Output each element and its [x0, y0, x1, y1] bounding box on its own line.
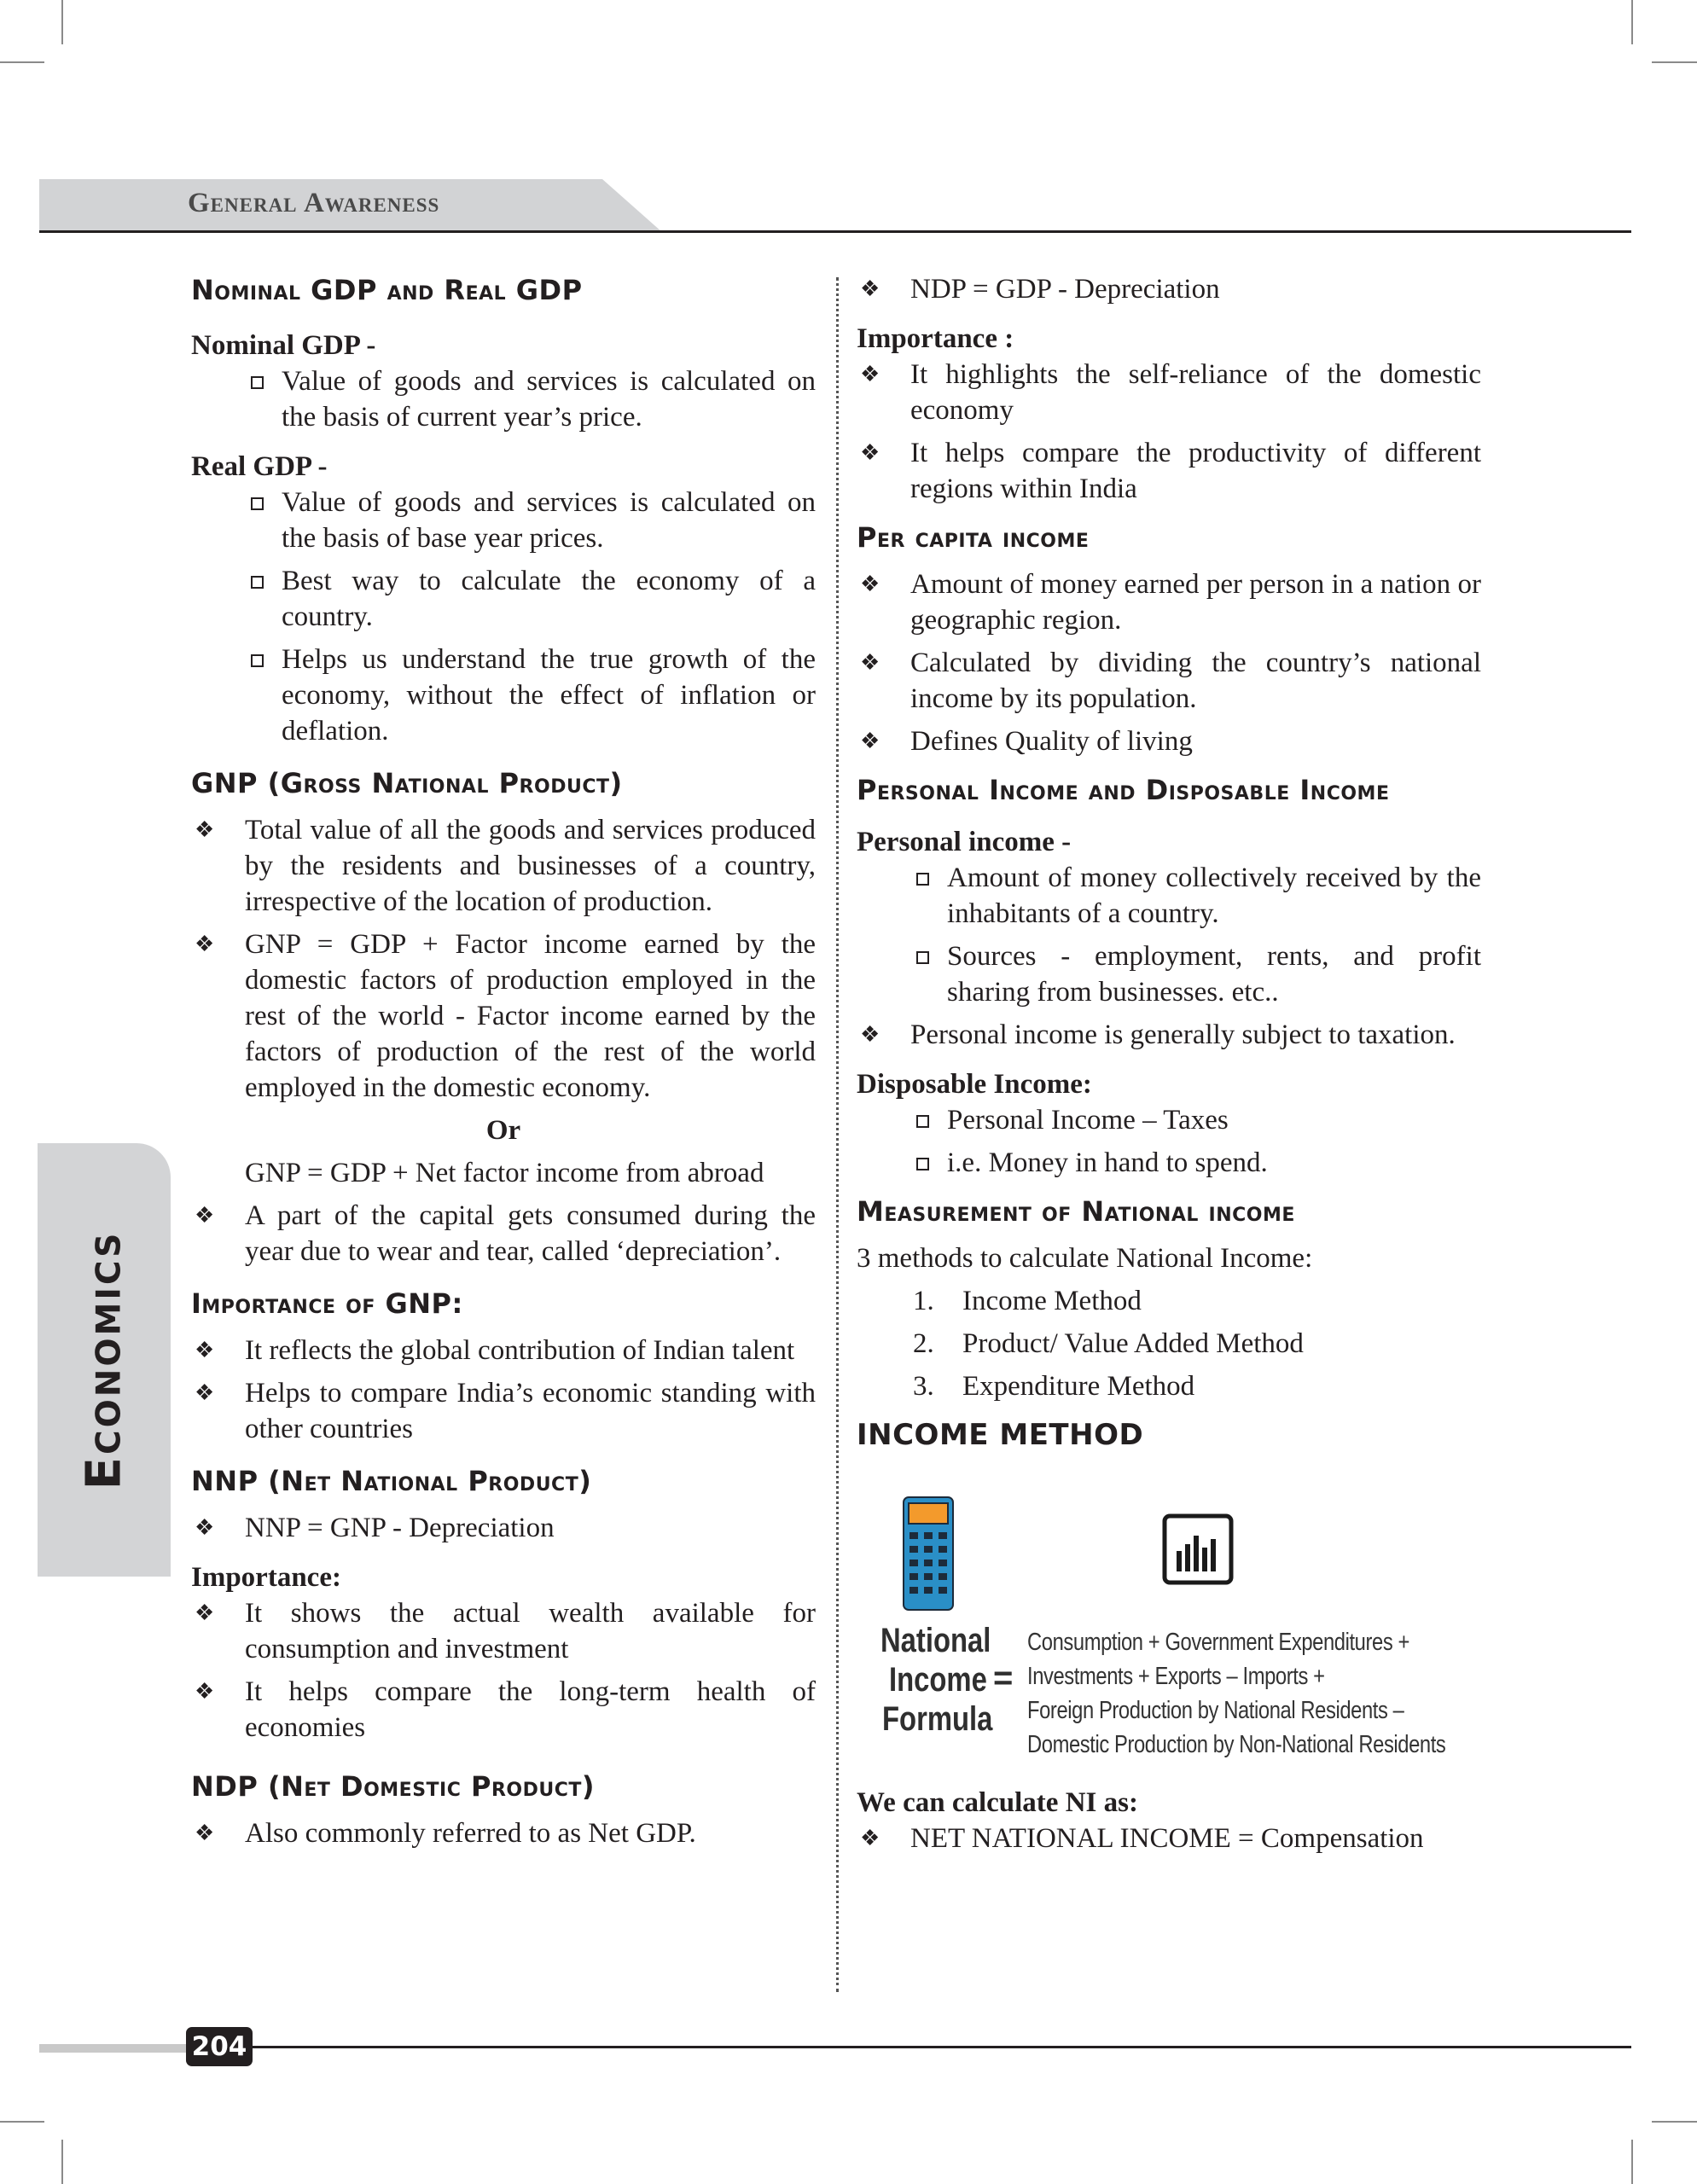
real-gdp-label: Real GDP -	[191, 451, 328, 482]
calc-ni-label: We can calculate NI as:	[857, 1787, 1138, 1818]
list-item: ❖ Personal income is generally subject to taxation.	[857, 1017, 1481, 1053]
list-number: 2.	[913, 1328, 934, 1359]
footer-rule	[247, 2046, 1631, 2048]
figure-equals-sign: =	[993, 1659, 1014, 1697]
page-number: 204	[186, 2027, 253, 2066]
section-heading-nnp: NNP (Net National Product)	[191, 1465, 592, 1497]
list-item: ❖ It helps compare the long-term health of economies	[191, 1674, 816, 1745]
list-text: Income Method	[962, 1286, 1142, 1316]
crop-mark	[1631, 2140, 1633, 2184]
figure-word-national: National	[880, 1622, 991, 1659]
crop-mark	[1652, 2121, 1697, 2123]
section-heading-income-method: INCOME METHOD	[857, 1418, 1144, 1452]
list-item: ❖ It highlights the self-reliance of the domestic economy	[857, 357, 1481, 428]
national-income-formula-figure	[857, 1471, 1471, 1761]
list-item: ❖ A part of the capital gets consumed during the year due to wear and tear, called ‘depreciation’.	[191, 1198, 816, 1269]
list-item: Personal Income – Taxes	[857, 1102, 1481, 1138]
column-divider	[836, 277, 839, 1992]
list-item: ❖ Calculated by dividing the country’s national income by its population.	[857, 645, 1481, 717]
list-item: Best way to calculate the economy of a country.	[191, 563, 816, 635]
figure-formula-line: Investments + Exports – Imports +	[1027, 1663, 1325, 1690]
section-heading-measurement: Measurement of National income	[857, 1195, 1295, 1228]
or-separator: Or	[485, 1115, 521, 1146]
crop-mark	[61, 2140, 63, 2184]
list-item: Value of goods and services is calculated on the basis of current year’s price.	[191, 363, 816, 435]
list-item: ❖ Defines Quality of living	[857, 723, 1481, 759]
list-item: ❖ Total value of all the goods and services produced by the residents and businesses of a country, irrespective of the location of production.	[191, 812, 816, 920]
list-item: ❖ Also commonly referred to as Net GDP.	[191, 1815, 816, 1851]
left-column	[191, 271, 816, 1851]
list-item: Value of goods and services is calculated on the basis of base year prices.	[191, 485, 816, 556]
measurement-intro: 3 methods to calculate National Income:	[857, 1243, 1313, 1274]
section-heading-gnp: GNP (Gross National Product)	[191, 767, 623, 799]
crop-mark	[1652, 61, 1697, 63]
list-item: Amount of money collectively received by the inhabitants of a country.	[857, 860, 1481, 932]
right-column	[857, 271, 1481, 1856]
ndp-importance-label: Importance :	[857, 323, 1014, 354]
calculator-icon	[903, 1496, 954, 1611]
ndp-formula: ❖ NDP = GDP - Depreciation	[857, 271, 1481, 307]
figure-formula-line: Consumption + Government Expenditures +	[1027, 1629, 1409, 1656]
list-item: Helps us understand the true growth of the economy, without the effect of inflation or deflation.	[191, 642, 816, 749]
figure-word-formula: Formula	[882, 1700, 993, 1738]
list-item: ❖ Amount of money earned per person in a nation or geographic region.	[857, 566, 1481, 638]
side-tab-label-wrap	[38, 1143, 171, 1577]
running-header-title: General Awareness	[188, 188, 440, 218]
list-number: 1.	[913, 1286, 934, 1316]
list-item	[857, 1326, 1481, 1362]
crop-mark	[61, 0, 63, 44]
figure-formula-line: Domestic Production by Non-National Residents	[1027, 1731, 1446, 1758]
gnp-formula: GNP = GDP + Net factor income from abroad	[245, 1158, 764, 1188]
nnp-importance-label: Importance:	[191, 1562, 341, 1593]
figure-word-income: Income	[889, 1661, 987, 1699]
list-item: ❖ It shows the actual wealth available for consumption and investment	[191, 1595, 816, 1667]
bar-chart-icon	[1162, 1513, 1234, 1585]
crop-mark	[0, 61, 44, 63]
disposable-income-label: Disposable Income:	[857, 1069, 1092, 1100]
list-item: Sources - employment, rents, and profit sharing from businesses. etc..	[857, 938, 1481, 1010]
section-heading-nominal-real-gdp: Nominal GDP and Real GDP	[191, 274, 583, 306]
list-item: i.e. Money in hand to spend.	[857, 1145, 1481, 1181]
list-item	[857, 1368, 1481, 1404]
section-heading-personal-income: Personal Income and Disposable Income	[857, 774, 1390, 806]
list-item: ❖ Helps to compare India’s economic standing with other countries	[191, 1375, 816, 1447]
nominal-gdp-label: Nominal GDP -	[191, 330, 376, 361]
nnp-formula: ❖ NNP = GNP - Depreciation	[191, 1510, 816, 1546]
figure-formula-line: Foreign Production by National Residents –	[1027, 1697, 1404, 1724]
list-item: ❖ It reflects the global contribution of Indian talent	[191, 1333, 816, 1368]
list-text: Expenditure Method	[962, 1371, 1195, 1402]
crop-mark	[0, 2121, 44, 2123]
list-item: ❖ NET NATIONAL INCOME = Compensation	[857, 1821, 1481, 1856]
list-item: ❖ It helps compare the productivity of different regions within India	[857, 435, 1481, 507]
crop-mark	[1631, 0, 1633, 44]
section-heading-ndp: NDP (Net Domestic Product)	[191, 1770, 596, 1803]
list-number: 3.	[913, 1371, 934, 1402]
list-item	[857, 1283, 1481, 1319]
section-heading-importance-gnp: Importance of GNP:	[191, 1287, 463, 1320]
list-item: ❖ GNP = GDP + Factor income earned by the domestic factors of production employed in the rest of the world - Factor income earned by the factors of production of the rest of the world employed in the domestic economy.	[191, 926, 816, 1106]
list-text: Product/ Value Added Method	[962, 1328, 1304, 1359]
personal-income-label: Personal income -	[857, 827, 1072, 857]
section-heading-per-capita: Per capita income	[857, 521, 1090, 554]
side-tab-label: Economics	[76, 1230, 132, 1490]
footer-gray-bar	[39, 2044, 186, 2053]
header-rule	[39, 230, 1631, 233]
